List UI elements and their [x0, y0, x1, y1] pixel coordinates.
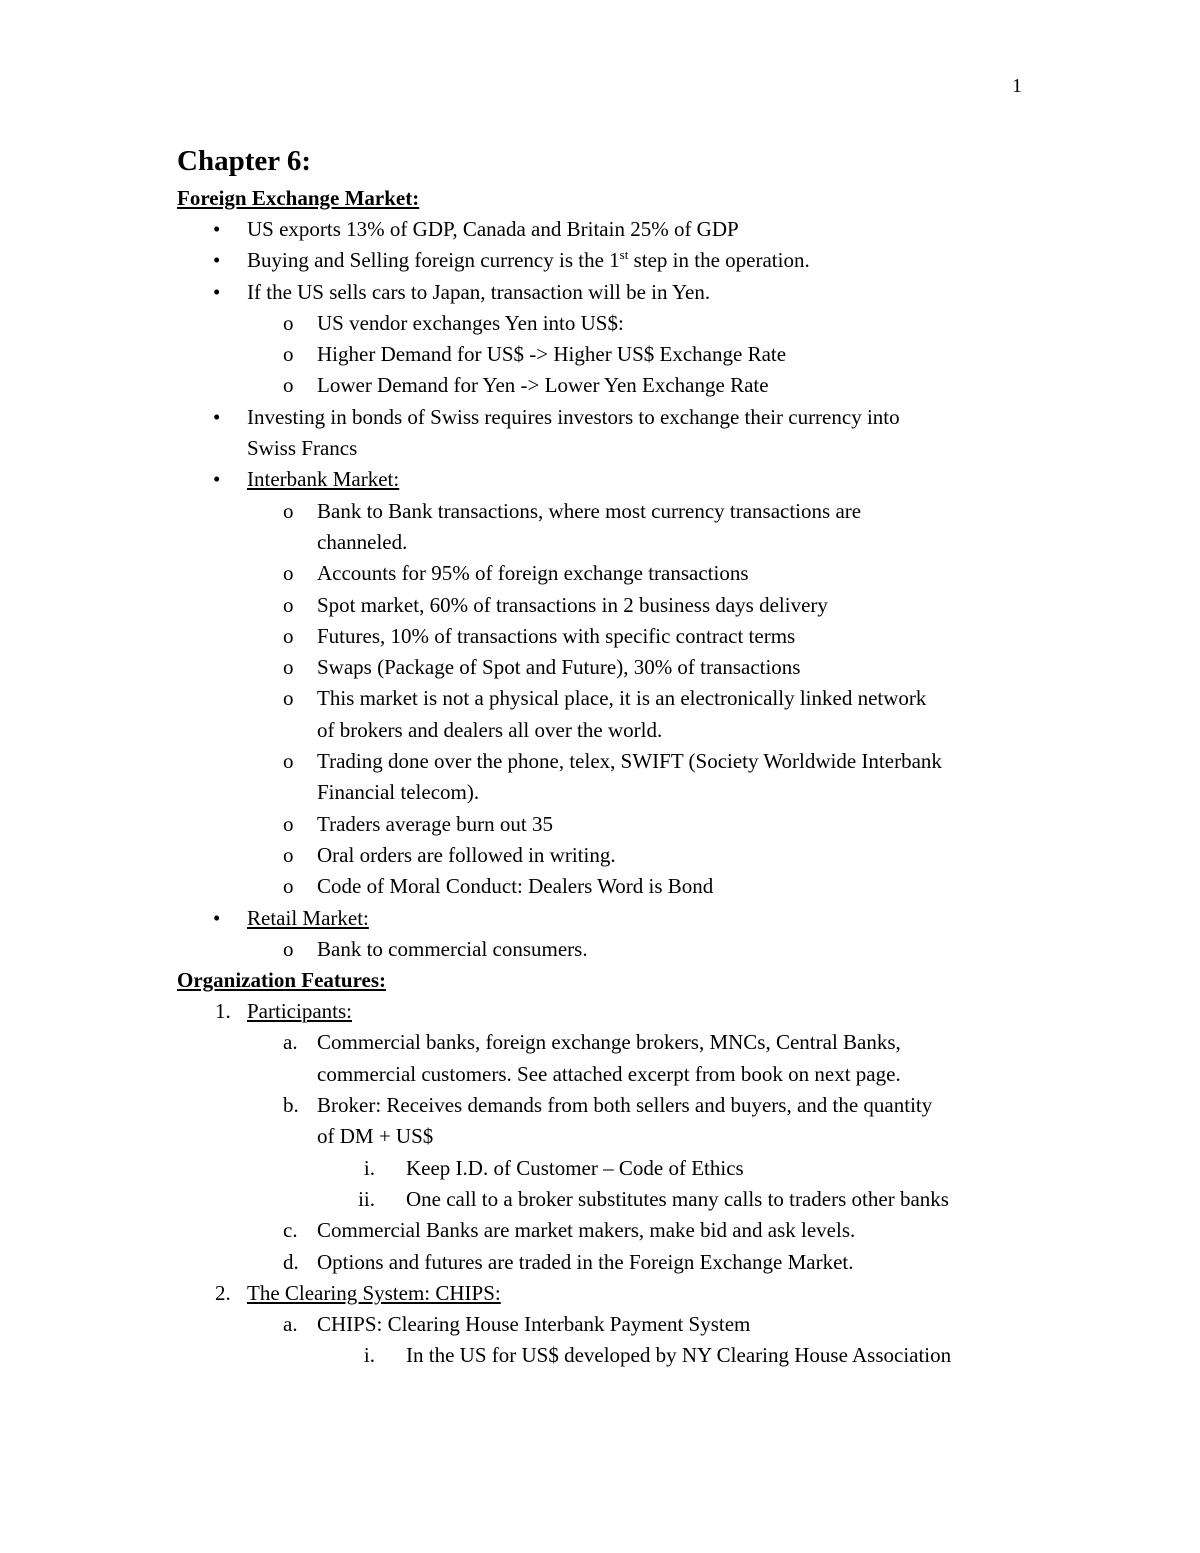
sub-bullet-text: Trading done over the phone, telex, SWIFT (Society Worldwide Interbank: [317, 749, 942, 774]
sub-bullet-item: [177, 809, 1037, 840]
lettered-item: [177, 1215, 1037, 1246]
sub-bullet-item: [177, 683, 1037, 714]
sub-bullet-text: Lower Demand for Yen -> Lower Yen Exchange Rate: [317, 373, 769, 398]
lettered-item-text: Options and futures are traded in the Foreign Exchange Market.: [317, 1249, 854, 1274]
sub-bullet-icon: o: [283, 842, 294, 867]
bullet-continuation: Swiss Francs: [247, 436, 358, 461]
sub-bullet-icon: o: [283, 498, 294, 523]
sub-bullet-continuation: Financial telecom).: [317, 780, 480, 805]
sub-bullet-item: [177, 496, 1037, 527]
list-roman: i.: [363, 1155, 375, 1180]
section-heading-foreign-exchange: Foreign Exchange Market:: [177, 186, 420, 210]
bullet-item: [177, 245, 1037, 276]
sub-bullet-text: Swaps (Package of Spot and Future), 30% of transactions: [317, 655, 801, 680]
sub-bullet-icon: o: [283, 874, 294, 899]
roman-item: [177, 1340, 1037, 1371]
roman-item: [177, 1153, 1037, 1184]
page-number: 1: [1012, 75, 1022, 97]
sub-bullet-continuation: channeled.: [317, 529, 408, 554]
roman-item-text: Keep I.D. of Customer – Code of Ethics: [406, 1155, 744, 1180]
sub-bullet-icon: o: [283, 655, 294, 680]
sub-bullet-item: [177, 370, 1037, 401]
sub-bullet-item: [177, 308, 1037, 339]
superscript: st: [619, 247, 629, 263]
lettered-item: [177, 1309, 1037, 1340]
list-roman: ii.: [358, 1186, 375, 1211]
sub-bullet-text: Code of Moral Conduct: Dealers Word is Bond: [317, 874, 714, 899]
lettered-item-text: Commercial banks, foreign exchange brokers, MNCs, Central Banks,: [317, 1030, 901, 1055]
list-letter: b.: [283, 1093, 299, 1118]
bullet-dot-icon: •: [213, 279, 221, 304]
lettered-item: [177, 1090, 1037, 1121]
sub-bullet-icon: o: [283, 936, 294, 961]
sub-bullet-item: [177, 339, 1037, 370]
bullet-item: [177, 464, 1037, 495]
bullet-item: [177, 903, 1037, 934]
sub-bullet-item: [177, 871, 1037, 902]
bullet-dot-icon: •: [213, 467, 221, 492]
sub-bullet-icon: o: [283, 623, 294, 648]
sub-bullet-text: Spot market, 60% of transactions in 2 business days delivery: [317, 592, 828, 617]
bullet-dot-icon: •: [213, 217, 221, 241]
list-letter: d.: [283, 1249, 299, 1274]
sub-bullet-icon: o: [283, 749, 294, 774]
sub-bullet-text: This market is not a physical place, it is an electronically linked network: [317, 686, 927, 711]
bullet-text: Buying and Selling foreign currency is the 1: [247, 248, 620, 273]
sub-bullet-item: [177, 558, 1037, 589]
sub-bullet-item: [177, 934, 1037, 965]
lettered-item-text: Commercial Banks are market makers, make bid and ask levels.: [317, 1218, 856, 1243]
list-number: 1.: [215, 999, 231, 1024]
sub-bullet-icon: o: [283, 561, 294, 586]
bullet-item: [177, 402, 1037, 433]
list-letter: c.: [283, 1218, 298, 1243]
sub-bullet-continuation: of brokers and dealers all over the world.: [317, 717, 663, 742]
bullet-item: [177, 277, 1037, 308]
lettered-item: [177, 1247, 1037, 1278]
bullet-dot-icon: •: [213, 905, 221, 930]
sub-bullet-text: Accounts for 95% of foreign exchange transactions: [317, 561, 749, 586]
lettered-item-continuation: commercial customers. See attached excerpt from book on next page.: [317, 1061, 901, 1086]
sub-bullet-text: Bank to commercial consumers.: [317, 936, 588, 961]
roman-item-text: In the US for US$ developed by NY Clearing House Association: [406, 1343, 952, 1368]
sub-bullet-text: Higher Demand for US$ -> Higher US$ Exchange Rate: [317, 342, 787, 367]
numbered-item: [177, 1278, 1037, 1309]
sub-bullet-text: Futures, 10% of transactions with specific contract terms: [317, 623, 796, 648]
lettered-item-text: Broker: Receives demands from both sellers and buyers, and the quantity: [317, 1093, 933, 1118]
bullet-dot-icon: •: [213, 248, 221, 273]
subheading-interbank-market: Interbank Market:: [247, 467, 400, 492]
sub-bullet-text: Traders average burn out 35: [317, 811, 553, 836]
sub-bullet-item: [177, 652, 1037, 683]
lettered-item-continuation: of DM + US$: [317, 1124, 434, 1149]
chapter-title: Chapter 6:: [177, 145, 311, 177]
sub-bullet-icon: o: [283, 811, 294, 836]
sub-bullet-text: Oral orders are followed in writing.: [317, 842, 616, 867]
lettered-item: [177, 1027, 1037, 1058]
subheading-retail-market: Retail Market:: [247, 905, 369, 930]
numbered-item: [177, 996, 1037, 1027]
document-body: [177, 143, 1037, 1372]
list-letter: a.: [283, 1030, 298, 1055]
bullet-text: If the US sells cars to Japan, transaction will be in Yen.: [247, 279, 711, 304]
sub-bullet-item: [177, 590, 1037, 621]
sub-bullet-icon: o: [283, 373, 294, 398]
list-roman: i.: [363, 1343, 375, 1368]
section-heading-organization-features: Organization Features:: [177, 968, 386, 993]
numbered-item-text: The Clearing System: CHIPS:: [247, 1280, 501, 1305]
sub-bullet-text: US vendor exchanges Yen into US$:: [317, 310, 624, 335]
sub-bullet-item: [177, 621, 1037, 652]
bullet-text: US exports 13% of GDP, Canada and Britain 25% of GDP: [247, 217, 739, 241]
sub-bullet-item: [177, 840, 1037, 871]
numbered-item-text: Participants:: [247, 999, 352, 1024]
sub-bullet-item: [177, 746, 1037, 777]
bullet-text: step in the operation.: [628, 248, 810, 273]
sub-bullet-text: Bank to Bank transactions, where most currency transactions are: [317, 498, 862, 523]
lettered-item-text: CHIPS: Clearing House Interbank Payment System: [317, 1312, 751, 1337]
roman-item-text: One call to a broker substitutes many calls to traders other banks: [406, 1186, 949, 1211]
list-number: 2.: [215, 1280, 231, 1305]
sub-bullet-icon: o: [283, 686, 294, 711]
sub-bullet-icon: o: [283, 310, 294, 335]
sub-bullet-icon: o: [283, 592, 294, 617]
list-letter: a.: [283, 1312, 298, 1337]
roman-item: [177, 1184, 1037, 1215]
bullet-dot-icon: •: [213, 404, 221, 429]
sub-bullet-icon: o: [283, 342, 294, 367]
bullet-text: Investing in bonds of Swiss requires investors to exchange their currency into: [247, 404, 900, 429]
bullet-item: [177, 214, 1037, 245]
